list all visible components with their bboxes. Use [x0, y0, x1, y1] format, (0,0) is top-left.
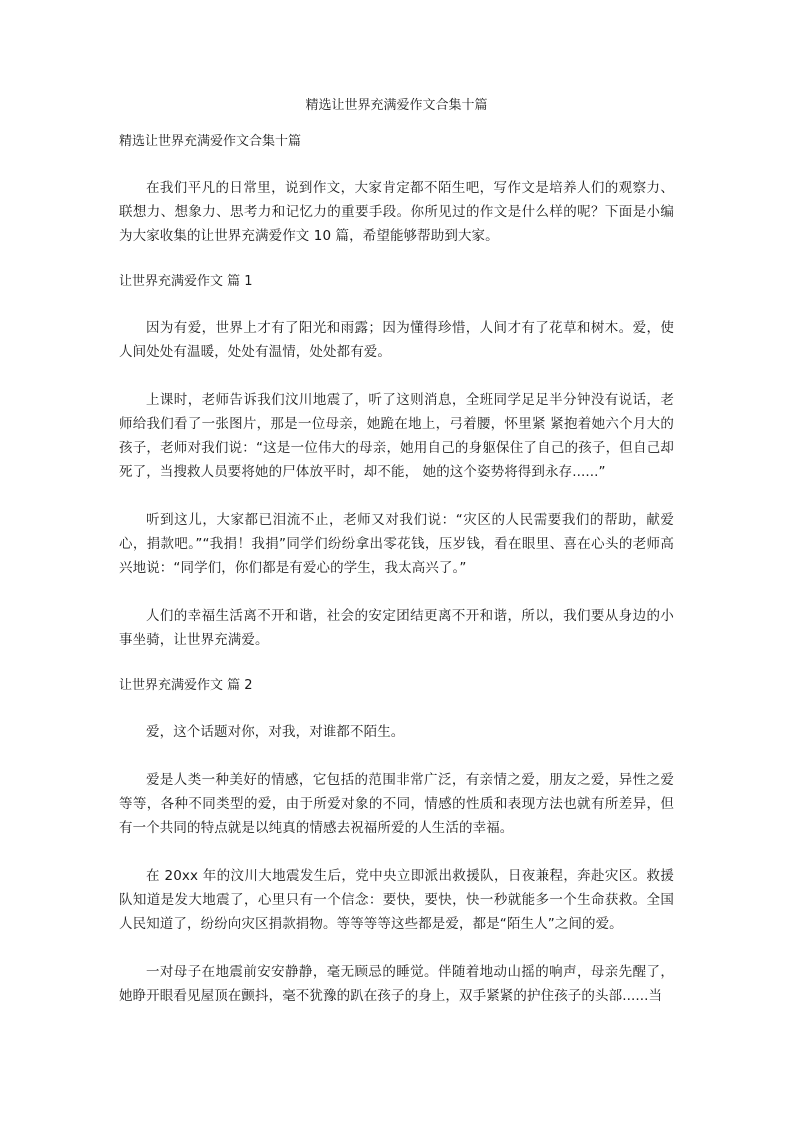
section-heading: 让世界充满爱作文 篇 1 [119, 274, 253, 289]
paragraph: 在 20xx 年的汶川大地震发生后，党中央立即派出救援队，日夜兼程，奔赴灾区。救援队知道是发大地震了，心里只有一个信念：要快，要快，快一秒就能多一个生命获救。全国人民知道了，纷纷向灾区捐款捐物。等等等等这些都是爱，都是“陌生人”之间的爱。 [119, 868, 674, 932]
paragraph: 上课时，老师告诉我们汶川地震了，听了这则消息，全班同学足足半分钟没有说话，老师给我们看了一张图片，那是一位母亲，她跪在地上，弓着腰，怀里紧 紧抱着她六个月大的孩子，老师对我们说：“这是一位伟大的母亲，她用自己的身躯保住了自己的孩子，但自己却死了，当搜救人员要将她的尸体放平时，却不能， 她的这个姿势将得到永存......” [119, 392, 674, 480]
section-heading: 让世界充满爱作文 篇 2 [119, 678, 253, 693]
paragraph: 一对母子在地震前安安静静，毫无顾忌的睡觉。伴随着地动山摇的响声，母亲先醒了，她睁开眼看见屋顶在颤抖，毫不犹豫的趴在孩子的身上，双手紧紧的护住孩子的头部......当 [119, 964, 674, 1004]
paragraph: 听到这儿，大家都已泪流不止，老师又对我们说：“灾区的人民需要我们的帮助，献爱心，捐款吧。”“我捐！我捐”同学们纷纷拿出零花钱，压岁钱，看在眼里、喜在心头的老师高兴地说：“同学们，你们都是有爱心的学生，我太高兴了。” [119, 512, 674, 576]
paragraph: 人们的幸福生活离不开和谐，社会的安定团结更离不开和谐，所以，我们要从身边的小事坐骑，让世界充满爱。 [119, 608, 674, 648]
paragraph: 爱是人类一种美好的情感，它包括的范围非常广泛，有亲情之爱，朋友之爱，异性之爱等等，各种不同类型的爱，由于所爱对象的不同，情感的性质和表现方法也就有所差异，但有一个共同的特点就是以纯真的情感去祝福所爱的人生活的幸福。 [119, 772, 674, 836]
paragraph: 爱，这个话题对你，对我，对谁都不陌生。 [146, 724, 405, 740]
document-subtitle: 精选让世界充满爱作文合集十篇 [119, 134, 302, 149]
intro-paragraph: 在我们平凡的日常里，说到作文，大家肯定都不陌生吧，写作文是培养人们的观察力、联想力、想象力、思考力和记忆力的重要手段。你所见过的作文是什么样的呢？下面是小编为大家收集的让世界充满爱作文 10 篇，希望能够帮助到大家。 [119, 180, 674, 244]
paragraph: 因为有爱，世界上才有了阳光和雨露；因为懂得珍惜，人间才有了花草和树木。爱，使人间处处有温暖，处处有温情，处处都有爱。 [119, 320, 674, 360]
document-title: 精选让世界充满爱作文合集十篇 [305, 98, 488, 113]
section-2 [119, 676, 674, 1008]
section-1 [119, 272, 674, 652]
